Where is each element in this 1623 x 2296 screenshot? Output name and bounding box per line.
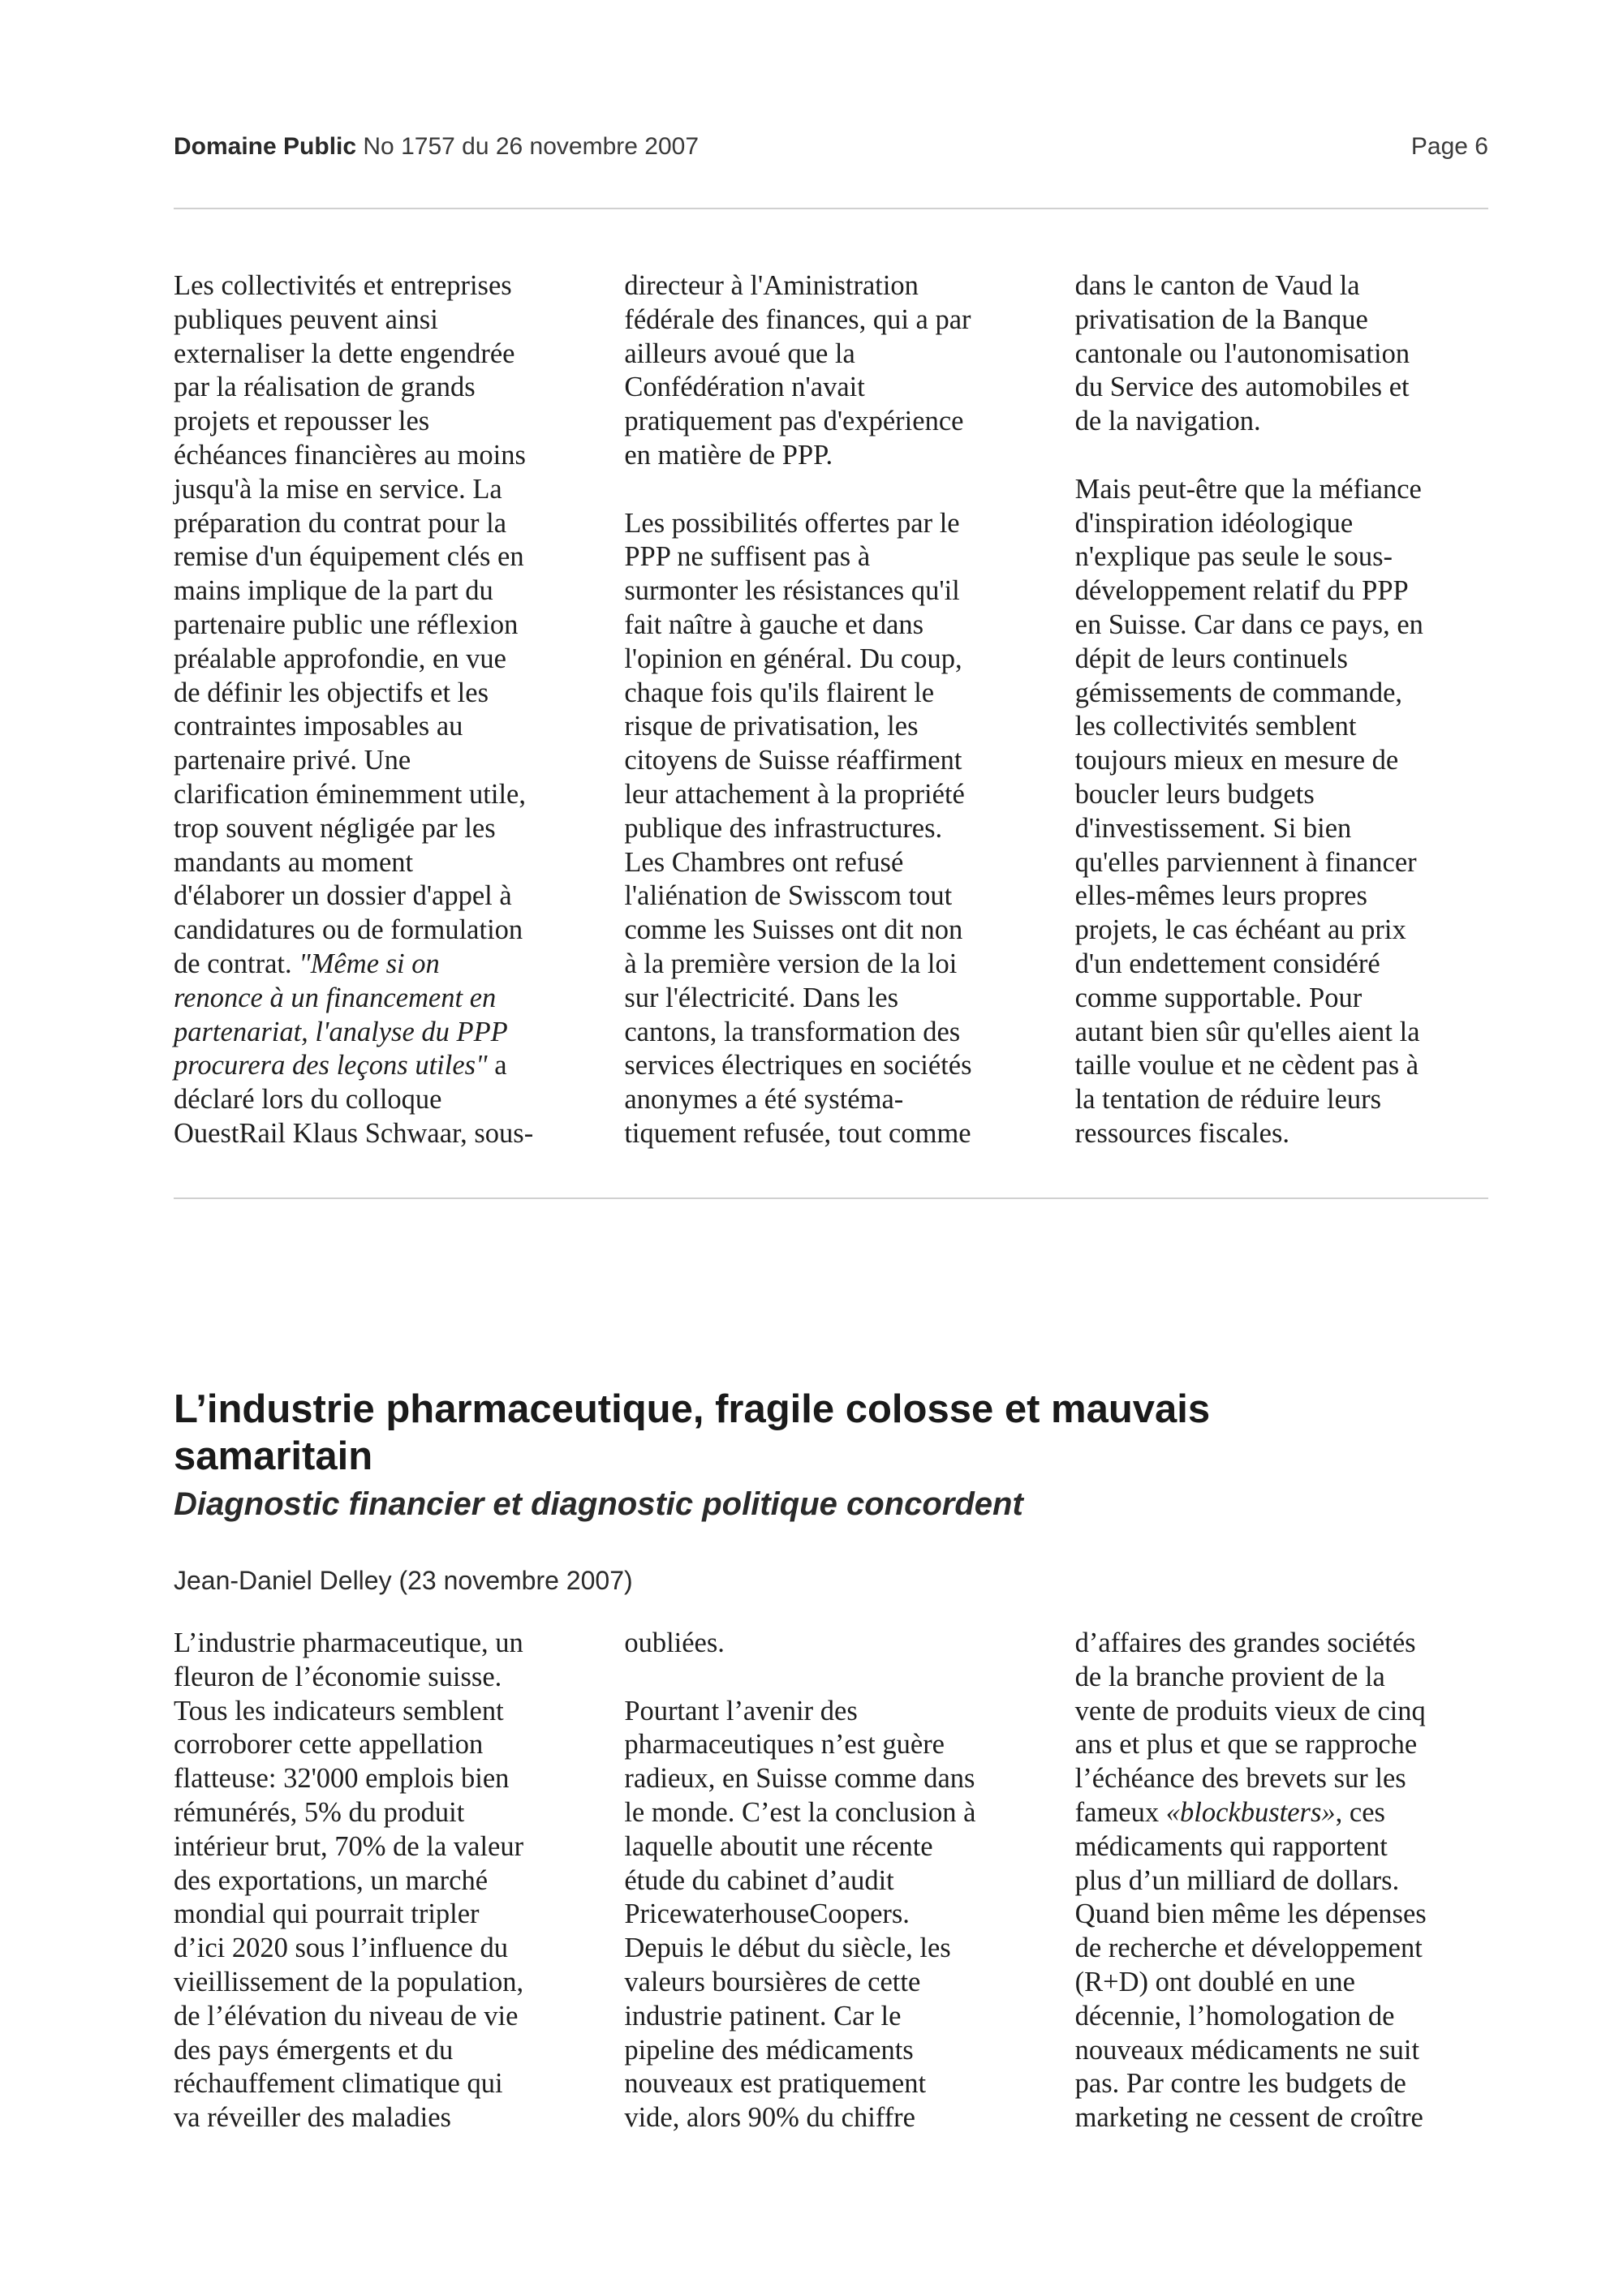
- text-line: de la navigation.: [1074, 406, 1261, 437]
- text-line: (R+D) ont doublé en une: [1074, 1966, 1355, 1997]
- paragraph: [174, 269, 587, 1151]
- text-run: a: [487, 1050, 507, 1081]
- text-line: pipeline des médicaments: [624, 2034, 914, 2066]
- text-line: nouveaux est pratiquement: [624, 2068, 927, 2100]
- text-line: anonymes a été systéma-: [624, 1084, 904, 1116]
- text-line: étude du cabinet d’audit: [624, 1864, 894, 1896]
- text-line: dans le canton de Vaud la: [1074, 270, 1360, 301]
- text-line: elles-mêmes leurs propres: [1074, 880, 1367, 912]
- paragraph: [174, 1627, 587, 2135]
- text-line: les collectivités semblent: [1074, 711, 1357, 742]
- text-line: comme supportable. Pour: [1074, 982, 1363, 1013]
- text-line: vieillissement de la population,: [174, 1966, 524, 1997]
- text-line: corroborer cette appellation: [174, 1729, 484, 1761]
- text-line: des exportations, un marché: [174, 1864, 489, 1896]
- text-line: à la première version de la loi: [624, 948, 958, 979]
- continued-column-1: [174, 269, 587, 1151]
- text-line: mandants au moment: [174, 846, 414, 878]
- text-line: projets, le cas échéant au prix: [1074, 914, 1406, 946]
- text-line: comme les Suisses ont dit non: [624, 914, 963, 946]
- text-line: Tous les indicateurs semblent: [174, 1695, 504, 1726]
- article-byline: Jean-Daniel Delley (23 novembre 2007): [174, 1566, 633, 1595]
- text-line: d'investissement. Si bien: [1074, 812, 1352, 844]
- text-line: flatteuse: 32'000 emplois bien: [174, 1763, 510, 1795]
- paragraph: [624, 1695, 1037, 2135]
- text-line: oubliées.: [624, 1627, 725, 1658]
- text-run: de contrat.: [174, 948, 299, 979]
- article-title: [174, 1386, 1488, 1480]
- quote-line: partenariat, l'analyse du PPP: [174, 1016, 508, 1047]
- text-line: en matière de PPP.: [624, 439, 833, 471]
- text-line: radieux, en Suisse comme dans: [624, 1763, 975, 1795]
- text-line: Depuis le début du siècle, les: [624, 1933, 951, 1964]
- title-line: L’industrie pharmaceutique, fragile colosse et mauvais: [174, 1387, 1211, 1431]
- text-line: d’affaires des grandes sociétés: [1074, 1627, 1416, 1658]
- text-line: valeurs boursières de cette: [624, 1966, 921, 1997]
- article-subtitle: Diagnostic financier et diagnostic politique concordent: [174, 1486, 1023, 1522]
- text-line: pratiquement pas d'expérience: [624, 406, 964, 437]
- text-line: développement relatif du PPP: [1074, 575, 1409, 607]
- issue-info: No 1757 du 26 novembre 2007: [363, 133, 700, 160]
- text-line: vide, alors 90% du chiffre: [624, 2102, 915, 2134]
- text-line: taille voulue et ne cèdent pas à: [1074, 1050, 1419, 1081]
- text-line: ans et plus et que se rapproche: [1074, 1729, 1418, 1761]
- text-line: boucler leurs budgets: [1074, 778, 1315, 810]
- paragraph: [624, 269, 1037, 473]
- title-line: samaritain: [174, 1434, 373, 1478]
- text-line: la tentation de réduire leurs: [1074, 1084, 1382, 1116]
- text-line: tiquement refusée, tout comme: [624, 1117, 971, 1149]
- text-line: marketing ne cessent de croître: [1074, 2102, 1423, 2134]
- text-line: pas. Par contre les budgets de: [1074, 2068, 1406, 2100]
- paragraph: [1075, 473, 1488, 1151]
- text-line: [174, 948, 587, 982]
- text-line: jusqu'à la mise en service. La: [174, 473, 502, 505]
- text-line: d'élaborer un dossier d'appel à: [174, 880, 512, 912]
- text-line: d'inspiration idéologique: [1074, 507, 1354, 539]
- text-line: de la branche provient de la: [1074, 1661, 1385, 1692]
- text-line: externaliser la dette engendrée: [174, 338, 515, 369]
- text-line: clarification éminemment utile,: [174, 778, 526, 810]
- text-line: de définir les objectifs et les: [174, 677, 489, 708]
- text-line: gémissements de commande,: [1074, 677, 1403, 708]
- text-line: plus d’un milliard de dollars.: [1074, 1864, 1400, 1896]
- text-line: trop souvent négligée par les: [174, 812, 496, 844]
- text-line: en Suisse. Car dans ce pays, en: [1074, 608, 1423, 640]
- text-line: l'aliénation de Swisscom tout: [624, 880, 953, 912]
- emphasized-term: «blockbusters»: [1165, 1796, 1336, 1828]
- text-line: l’échéance des brevets sur les: [1074, 1763, 1406, 1795]
- text-run: fameux: [1074, 1796, 1166, 1828]
- text-line: médicaments qui rapportent: [1074, 1830, 1388, 1862]
- text-line: Confédération n'avait: [624, 372, 865, 403]
- text-line: autant bien sûr qu'elles aient la: [1074, 1016, 1420, 1047]
- text-line: mains implique de la part du: [174, 575, 493, 607]
- text-line: privatisation de la Banque: [1074, 303, 1368, 335]
- text-line: L’industrie pharmaceutique, un: [174, 1627, 523, 1658]
- publication-name: Domaine Public: [174, 133, 357, 160]
- paragraph: [624, 1627, 1037, 1661]
- text-line: PricewaterhouseCoopers.: [624, 1898, 910, 1930]
- text-line: services électriques en sociétés: [624, 1050, 972, 1081]
- text-line: [174, 1049, 587, 1083]
- text-line: cantonale ou l'autonomisation: [1074, 338, 1410, 369]
- text-line: dépit de leurs continuels: [1074, 643, 1348, 674]
- text-line: n'explique pas seule le sous-: [1074, 541, 1393, 573]
- text-line: partenaire privé. Une: [174, 745, 411, 776]
- text-line: de recherche et développement: [1074, 1933, 1423, 1964]
- text-line: des pays émergents et du: [174, 2034, 454, 2066]
- text-line: fait naître à gauche et dans: [624, 608, 924, 640]
- text-line: chaque fois qu'ils flairent le: [624, 677, 935, 708]
- text-line: [1075, 1796, 1488, 1830]
- text-line: publiques peuvent ainsi: [174, 303, 438, 335]
- text-line: Les collectivités et entreprises: [174, 270, 512, 301]
- text-line: OuestRail Klaus Schwaar, sous-: [174, 1117, 534, 1149]
- article-column-3: [1075, 1627, 1488, 2135]
- text-line: échéances financières au moins: [174, 439, 526, 471]
- text-line: ailleurs avoué que la: [624, 338, 855, 369]
- text-line: PPP ne suffisent pas à: [624, 541, 871, 573]
- text-line: pharmaceutiques n’est guère: [624, 1729, 945, 1761]
- text-line: leur attachement à la propriété: [624, 778, 965, 810]
- article-column-2: [624, 1627, 1037, 2135]
- text-line: partenaire public une réflexion: [174, 608, 519, 640]
- paragraph: [1075, 1627, 1488, 2135]
- text-line: Quand bien même les dépenses: [1074, 1898, 1427, 1930]
- page-number: Page 6: [1410, 133, 1488, 160]
- text-line: vente de produits vieux de cinq: [1074, 1695, 1426, 1726]
- text-line: toujours mieux en mesure de: [1074, 745, 1399, 776]
- article-columns: [174, 1627, 1488, 2135]
- text-line: citoyens de Suisse réaffirment: [624, 745, 962, 776]
- text-line: contraintes imposables au: [174, 711, 463, 742]
- page-header: [174, 133, 1488, 161]
- text-line: directeur à l'Aministration: [624, 270, 919, 301]
- quote-text: procurera des leçons utiles": [174, 1050, 488, 1081]
- text-line: industrie patinent. Car le: [624, 2000, 902, 2032]
- text-line: Pourtant l’avenir des: [624, 1695, 858, 1726]
- text-line: Les possibilités offertes par le: [624, 507, 960, 539]
- text-line: l'opinion en général. Du coup,: [624, 643, 962, 674]
- continued-column-2: [624, 269, 1037, 1151]
- text-line: va réveiller des maladies: [174, 2102, 451, 2134]
- text-line: réchauffement climatique qui: [174, 2068, 503, 2100]
- text-line: mondial qui pourrait tripler: [174, 1898, 480, 1930]
- text-run: , ces: [1335, 1796, 1385, 1828]
- text-line: d'un endettement considéré: [1074, 948, 1380, 979]
- text-line: d’ici 2020 sous l’influence du: [174, 1933, 508, 1964]
- text-line: du Service des automobiles et: [1074, 372, 1410, 403]
- text-line: surmonter les résistances qu'il: [624, 575, 960, 607]
- text-line: par la réalisation de grands: [174, 372, 476, 403]
- text-line: projets et repousser les: [174, 406, 430, 437]
- section-divider: [174, 1197, 1488, 1199]
- text-line: fleuron de l’économie suisse.: [174, 1661, 502, 1692]
- text-line: qu'elles parviennent à financer: [1074, 846, 1417, 878]
- paragraph: [624, 507, 1037, 1151]
- paragraph: [1075, 269, 1488, 439]
- text-line: nouveaux médicaments ne suit: [1074, 2034, 1420, 2066]
- continued-article-columns: [174, 269, 1488, 1151]
- text-line: laquelle aboutit une récente: [624, 1830, 933, 1862]
- text-line: le monde. C’est la conclusion à: [624, 1796, 976, 1828]
- text-line: décennie, l’homologation de: [1074, 2000, 1395, 2032]
- text-line: publique des infrastructures.: [624, 812, 943, 844]
- text-line: fédérale des finances, qui a par: [624, 303, 971, 335]
- text-line: de l’élévation du niveau de vie: [174, 2000, 519, 2032]
- text-line: risque de privatisation, les: [624, 711, 919, 742]
- text-line: cantons, la transformation des: [624, 1016, 961, 1047]
- text-line: remise d'un équipement clés en: [174, 541, 524, 573]
- quote-line: renonce à un financement en: [174, 982, 497, 1013]
- text-line: sur l'électricité. Dans les: [624, 982, 899, 1013]
- header-divider: [174, 208, 1488, 209]
- continued-column-3: [1075, 269, 1488, 1151]
- text-line: Mais peut-être que la méfiance: [1074, 473, 1422, 505]
- text-line: intérieur brut, 70% de la valeur: [174, 1830, 524, 1862]
- article-column-1: [174, 1627, 587, 2135]
- text-line: candidatures ou de formulation: [174, 914, 523, 946]
- text-line: préparation du contrat pour la: [174, 507, 507, 539]
- text-line: préalable approfondie, en vue: [174, 643, 506, 674]
- quote-text: "Même si on: [299, 948, 440, 979]
- text-line: déclaré lors du colloque: [174, 1084, 442, 1116]
- text-line: ressources fiscales.: [1074, 1117, 1290, 1149]
- text-line: Les Chambres ont refusé: [624, 846, 904, 878]
- text-line: rémunérés, 5% du produit: [174, 1796, 465, 1828]
